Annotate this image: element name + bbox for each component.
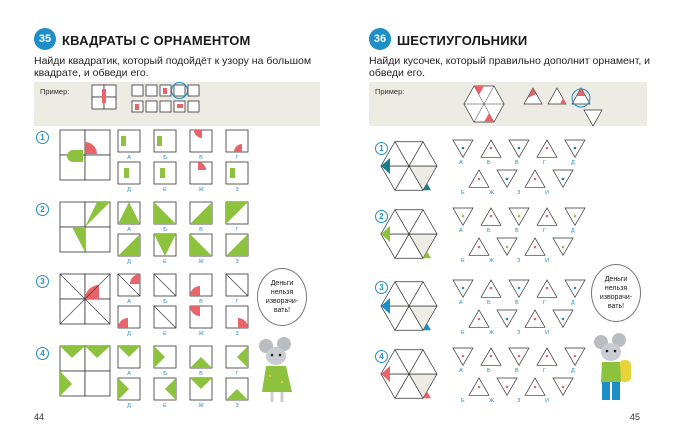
option-label: Б [163,227,167,233]
instruction-text: Найди квадратик, который подойдёт к узору на большом квадрате, и обведи его. [34,55,312,79]
speech-bubble: Деньги нельзя изворачи-вать! [257,268,307,326]
option-label: Д [571,300,575,306]
option-label: Д [127,259,131,265]
puzzle-3-number: 3 [36,275,49,288]
option-label: Ж [489,330,495,336]
puzzle-1-number: 1 [375,142,388,155]
option-label: И [545,330,549,336]
example-drawing [34,82,320,126]
speech-bubble: Деньги нельзя изворачи-вать! [591,264,641,322]
option-label: Д [571,228,575,234]
option-label: Б [487,228,491,234]
option-label: Ж [198,331,204,337]
option-label: З [517,330,521,336]
option-label: Е [461,398,465,404]
option-label: А [459,160,463,166]
page-number: 44 [34,412,45,422]
puzzle-2-number: 2 [375,210,388,223]
example-label: Пример: [375,87,405,96]
option-label: Е [461,258,465,264]
option-label: Е [163,331,167,337]
option-label: З [235,187,239,193]
puzzle-3-hexagon [381,282,437,330]
puzzle-3-options[interactable] [453,280,585,327]
option-label: З [517,258,521,264]
option-label: Г [235,299,239,305]
puzzle-4-hexagon [381,350,437,398]
option-label: А [127,299,131,305]
option-label: З [235,403,239,409]
option-label: Б [487,368,491,374]
puzzle-2-hexagon [381,210,437,258]
option-label: Г [235,227,239,233]
option-label: А [127,371,131,377]
option-label: А [127,227,131,233]
option-label: Д [127,187,131,193]
option-label: В [199,299,203,305]
option-label: Г [235,155,239,161]
option-label: И [545,398,549,404]
right-page [337,0,674,440]
option-label: Б [487,160,491,166]
puzzle-1-number: 1 [36,131,49,144]
option-label: Ж [489,398,495,404]
puzzle-4-options[interactable] [453,348,585,395]
option-label: Ж [198,403,204,409]
option-label: З [517,190,521,196]
option-label: Ж [198,187,204,193]
option-label: Е [461,330,465,336]
option-label: Б [163,155,167,161]
option-label: Е [461,190,465,196]
mouse-illustration [593,332,633,408]
option-label: Г [235,371,239,377]
option-label: И [545,190,549,196]
option-label: В [515,300,519,306]
option-label: В [515,160,519,166]
option-label: А [459,228,463,234]
puzzle-2-number: 2 [36,203,49,216]
option-label: А [127,155,131,161]
example-panel [369,82,647,126]
option-label: Д [571,368,575,374]
example-panel [34,82,320,126]
example-drawing [369,82,647,126]
option-label: Е [163,259,167,265]
option-label: Ж [489,190,495,196]
option-label: Г [543,368,546,374]
page-number: 45 [629,412,640,422]
page-title: КВАДРАТЫ С ОРНАМЕНТОМ [62,33,251,48]
option-label: З [517,398,521,404]
option-label: Б [163,371,167,377]
page-title: ШЕСТИУГОЛЬНИКИ [397,33,528,48]
option-label: З [235,331,239,337]
option-captions [34,128,284,418]
option-label: Ж [198,259,204,265]
option-label: Е [163,403,167,409]
option-label: В [199,227,203,233]
option-label: Е [163,187,167,193]
option-label: В [515,228,519,234]
option-label: Д [127,331,131,337]
puzzle-4-number: 4 [36,347,49,360]
puzzle-1-hexagon [381,142,437,190]
option-label: И [545,258,549,264]
option-label: Д [571,160,575,166]
option-label: Г [543,160,546,166]
option-label: Б [487,300,491,306]
option-label: В [199,371,203,377]
option-label: В [199,155,203,161]
task-badge: 36 [369,28,391,50]
option-label: Д [127,403,131,409]
option-label: А [459,300,463,306]
puzzle-1-options[interactable] [453,140,585,187]
task-badge: 35 [34,28,56,50]
puzzle-4-number: 4 [375,350,388,363]
option-label: А [459,368,463,374]
mouse-illustration [258,336,298,406]
option-label: Г [543,228,546,234]
instruction-text: Найди кусочек, который правильно дополнит орнамент, и обведи его. [369,55,651,79]
example-label: Пример: [40,87,70,96]
option-label: З [235,259,239,265]
puzzle-3-number: 3 [375,281,388,294]
option-label: Б [163,299,167,305]
option-label: В [515,368,519,374]
option-label: Г [543,300,546,306]
option-label: Ж [489,258,495,264]
puzzle-2-options[interactable] [453,208,585,255]
